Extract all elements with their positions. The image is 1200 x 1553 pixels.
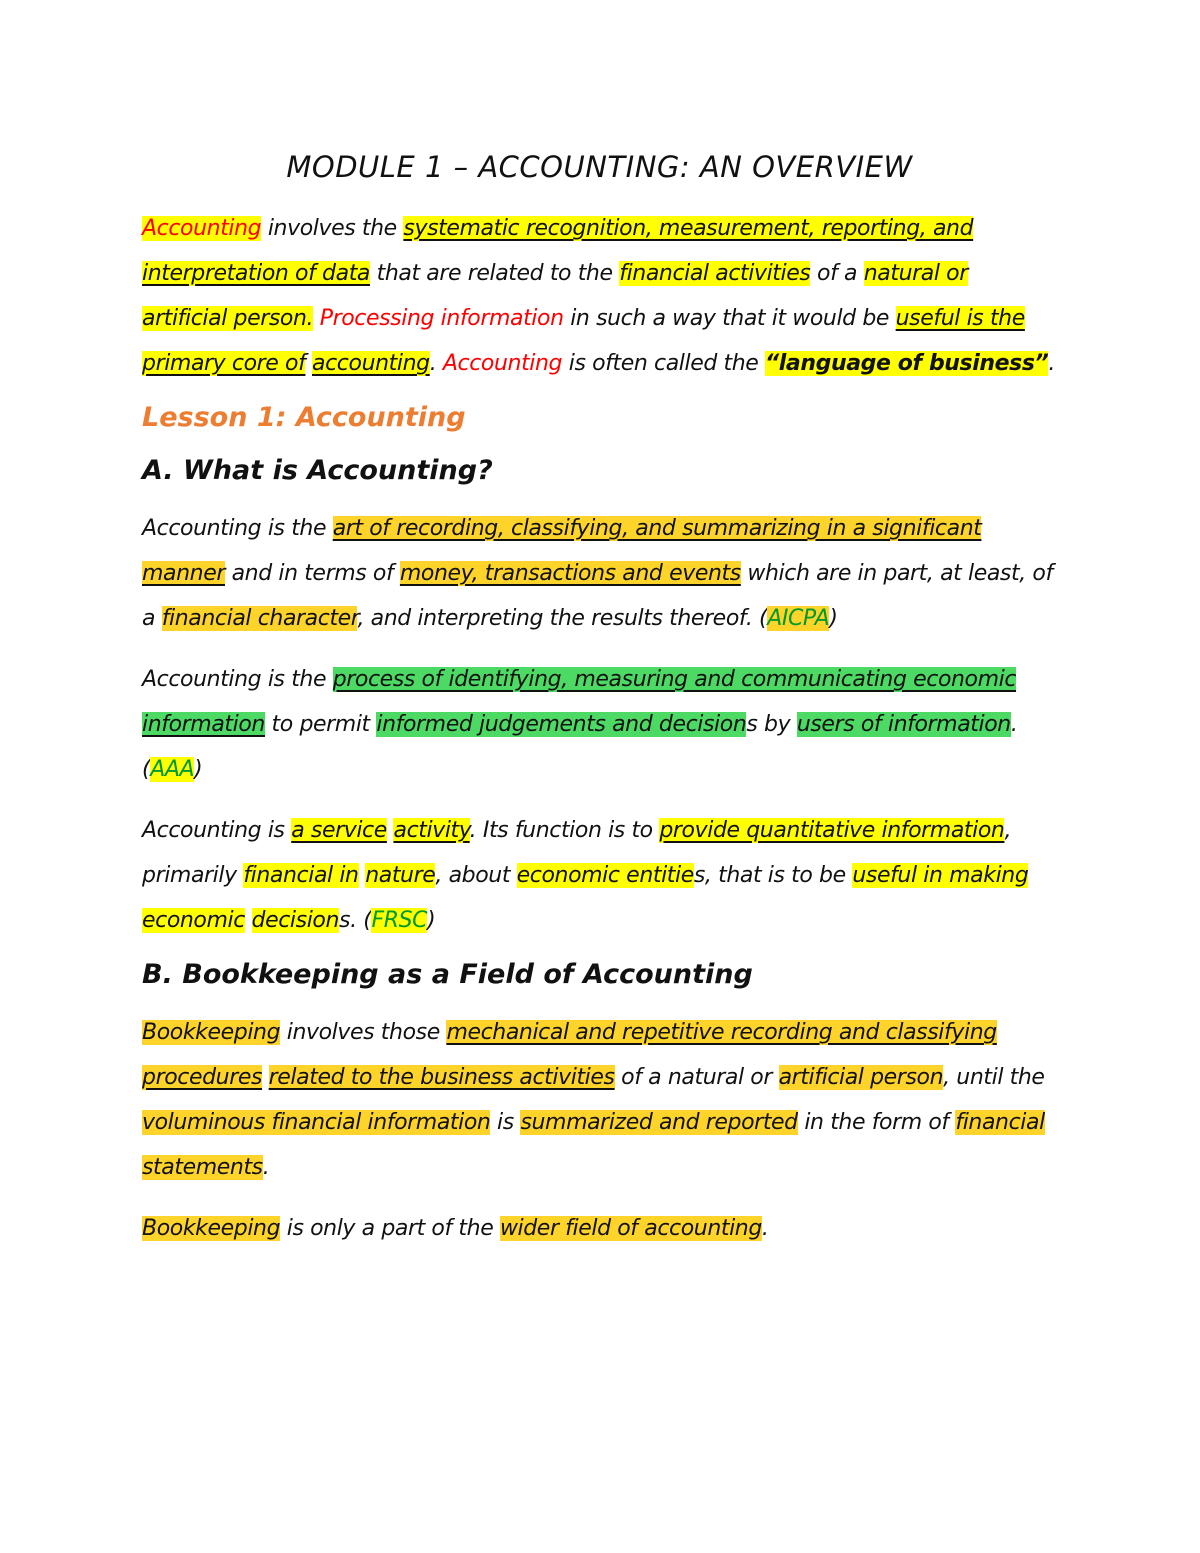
document-body: [142, 150, 1057, 1267]
document-title: MODULE 1 – ACCOUNTING: AN OVERVIEW: [286, 150, 913, 184]
term-accounting-2: Accounting: [442, 351, 563, 376]
text-run: ): [829, 606, 838, 631]
processing-information-term: Processing information: [319, 306, 564, 331]
text-run: , and interpreting the results thereof. (: [357, 606, 768, 631]
text-run: and in terms of: [224, 561, 400, 586]
mechanical-recording-highlight: mechanical and repetitive recording and classifying procedures: [142, 1020, 997, 1090]
text-run: [245, 908, 252, 933]
economic-entities-highlight: economic entitie: [516, 863, 694, 888]
definition-highlight: systematic recognition, measurement, reporting, and interpretation of data: [142, 216, 974, 286]
aicpa-definition: [142, 506, 1057, 641]
business-activities-highlight: related to the business activities: [268, 1065, 615, 1090]
text-run: s. (: [339, 908, 372, 933]
frsc-definition: [142, 808, 1057, 943]
intro-paragraph: [142, 206, 1057, 386]
bookkeeping-part-paragraph: [142, 1206, 1057, 1251]
identifying-measuring-highlight: of identifying, measuring and communicating economic information: [142, 667, 1017, 737]
decisions-highlight: decision: [251, 908, 340, 933]
summarized-reported-highlight: summarized and reported: [520, 1110, 798, 1135]
text-run: .: [761, 1216, 769, 1241]
text-run: ): [194, 757, 203, 782]
users-of-information-highlight: users of information: [796, 712, 1011, 737]
language-of-business-highlight: “language of business”: [765, 351, 1049, 376]
text-run: s, that is to be: [693, 863, 853, 888]
aaa-definition: [142, 657, 1057, 792]
text-run: , primarily: [142, 818, 1012, 888]
text-run: .: [429, 351, 443, 376]
useful-in-making-highlight: useful in making: [852, 863, 1029, 888]
art-of-recording-highlight: art of recording, classifying, and summarizing in a significant manner: [142, 516, 982, 586]
text-run: .: [262, 1155, 270, 1180]
financial-activities-highlight: financial activities: [619, 261, 811, 286]
text-run: Accounting is the: [142, 667, 333, 692]
text-run: of a: [810, 261, 864, 286]
text-run: to permit: [264, 712, 377, 737]
money-transactions-highlight: money, transactions and events: [399, 561, 741, 586]
source-aicpa: AICPA: [767, 606, 830, 631]
text-run: is often called the: [562, 351, 765, 376]
service-highlight: a service: [291, 818, 387, 843]
wider-field-highlight: wider field of accounting: [499, 1216, 762, 1241]
term-accounting: Accounting: [142, 216, 262, 241]
text-run: [262, 1065, 269, 1090]
text-run: .: [1048, 351, 1055, 376]
text-run: in such a way that it would be: [563, 306, 896, 331]
text-run: is: [490, 1110, 521, 1135]
section-b-heading: B. Bookkeeping as a Field of Accounting: [142, 959, 753, 990]
text-run: . (: [142, 712, 1018, 782]
accounting-highlight: accounting: [312, 351, 430, 376]
text-run: in the form of: [797, 1110, 956, 1135]
financial-character-highlight: financial character: [161, 606, 358, 631]
nature-highlight: nature: [365, 863, 436, 888]
informed-judgements-highlight: informed judgements and decision: [376, 712, 747, 737]
source-aaa: AAA: [150, 757, 195, 782]
economic-highlight: economic: [142, 908, 245, 933]
text-run: s by: [746, 712, 797, 737]
text-run: involves those: [280, 1020, 447, 1045]
text-run: involves the: [261, 216, 404, 241]
primary-core-highlight: useful is the primary core of: [142, 306, 1025, 376]
section-a-heading: A. What is Accounting?: [142, 455, 493, 486]
text-run: , about: [435, 863, 517, 888]
text-run: [313, 306, 320, 331]
bookkeeping-definition: [142, 1010, 1057, 1190]
text-run: Accounting is the: [142, 516, 333, 541]
text-run: is only a part of the: [280, 1216, 500, 1241]
artificial-person-highlight: artificial person: [778, 1065, 944, 1090]
financial-statements-highlight: financial statements: [142, 1110, 1045, 1180]
source-frsc: FRSC: [371, 908, 428, 933]
text-run: , until the: [943, 1065, 1045, 1090]
quantitative-information-highlight: provide quantitative information: [659, 818, 1005, 843]
voluminous-information-highlight: voluminous financial information: [142, 1110, 491, 1135]
person-highlight: natural or artificial person.: [142, 261, 968, 331]
financial-in-highlight: financial in: [243, 863, 359, 888]
term-bookkeeping: Bookkeeping: [142, 1020, 281, 1045]
activity-highlight: activity: [393, 818, 470, 843]
text-run: that are related to the: [370, 261, 620, 286]
text-run: ): [427, 908, 436, 933]
text-run: . Its function is to: [469, 818, 660, 843]
text-run: Accounting is: [142, 818, 292, 843]
text-run: which are in part, at least, of a: [142, 561, 1053, 631]
lesson-heading: Lesson 1: Accounting: [142, 402, 466, 433]
text-run: of a natural or: [614, 1065, 779, 1090]
process-highlight: process: [332, 667, 415, 692]
term-bookkeeping-2: Bookkeeping: [142, 1216, 281, 1241]
